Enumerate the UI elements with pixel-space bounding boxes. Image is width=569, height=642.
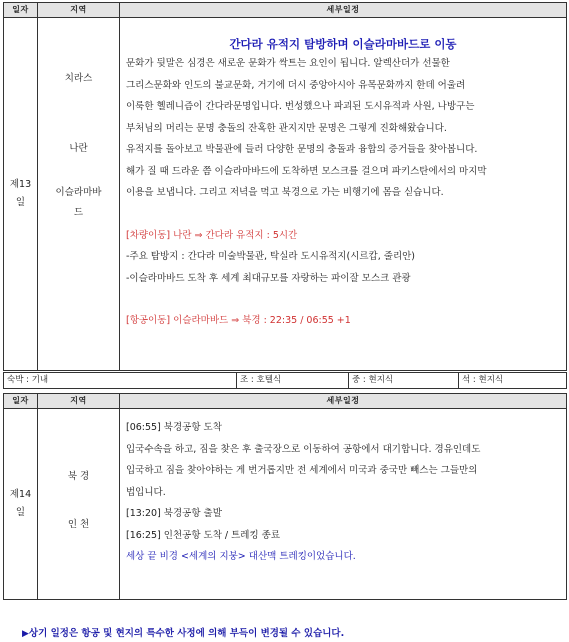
day13-suffix: 일 xyxy=(15,197,26,208)
para-line: 이용을 보냅니다. 그리고 저녁을 먹고 북경으로 가는 비행기에 몸을 싣습니다. xyxy=(126,187,444,198)
header-day: 일자 xyxy=(4,394,38,409)
para-line: 부처님의 머리는 문명 충돌의 잔혹한 관지지만 문명은 그렇게 진화해왔습니다. xyxy=(126,122,447,134)
day13-regions xyxy=(38,18,120,371)
meal-lunch: 중 : 현지식 xyxy=(349,373,459,389)
day14-regions xyxy=(38,409,120,600)
region-incheon: 인 천 xyxy=(67,519,90,530)
day13-table xyxy=(3,2,567,371)
transport-line: [차량이동] 나란 ⇒ 간다라 유적지 : 5시간 xyxy=(126,229,298,241)
schedule-line: 입국하고 짐을 찾아야하는 게 번거롭지만 전 세계에서 미국과 중국만 빼스는 그들만의 xyxy=(126,465,478,476)
region-beijing: 북 경 xyxy=(67,471,90,482)
itinerary-sheet xyxy=(3,2,566,600)
header-detail: 세부일정 xyxy=(120,3,567,18)
header-region: 지역 xyxy=(38,3,120,18)
region-islamabad: 이슬라마바 xyxy=(55,187,102,198)
day13-cell xyxy=(4,18,38,371)
schedule-line: [16:25] 인천공항 도착 / 트레킹 종료 xyxy=(126,529,281,541)
day13-number: 제13 xyxy=(9,179,32,190)
day14-cell xyxy=(4,409,38,600)
day13-title: 간다라 유적지 탐방하며 이슬라마바드로 이동 xyxy=(229,37,457,51)
region-naran: 나란 xyxy=(69,143,88,154)
closing-line: 세상 끝 비경 <세계의 지붕> 대산맥 트레킹이었습니다. xyxy=(126,551,356,562)
day14-detail xyxy=(120,409,567,600)
day14-table xyxy=(3,393,567,600)
para-line: 유적지를 돌아보고 박물관에 들러 다양한 문명의 충돌과 융합의 증거들을 찾아봅니다. xyxy=(126,144,478,155)
schedule-line: [13:20] 북경공항 출발 xyxy=(126,508,222,519)
region-islamabad-end: 드 xyxy=(73,207,84,218)
header-day: 일자 xyxy=(4,3,38,18)
day14-suffix: 일 xyxy=(15,507,26,518)
schedule-line: 법입니다. xyxy=(126,486,166,498)
schedule-line: 입국수속을 하고, 짐을 찾은 후 출국장으로 이동하여 공항에서 대기합니다. 경유인데도 xyxy=(126,443,481,455)
para-line: 해가 질 때 드라운 쯤 이슬라마바드에 도착하면 모스크를 걸으며 파키스탄에서의 마지막 xyxy=(126,165,487,177)
header-region: 지역 xyxy=(38,394,120,409)
para-line: 문화가 뒷말은 심경은 새로운 문화가 싹트는 요인이 됩니다. 알렉산더가 선물한 xyxy=(126,58,450,69)
meal-table xyxy=(3,372,567,389)
meal-dinner: 석 : 현지식 xyxy=(459,373,567,389)
meal-breakfast: 조 : 호텔식 xyxy=(237,373,349,389)
footer-text: 상기 일정은 항공 및 현지의 특수한 사정에 의해 부득이 변경될 수 있습니다. xyxy=(28,628,345,639)
footer-note xyxy=(22,625,344,639)
header-detail: 세부일정 xyxy=(120,394,567,409)
day14-number: 제14 xyxy=(9,489,32,500)
region-chitral: 치라스 xyxy=(64,73,93,84)
para-line: 그리스문화와 인도의 불교문화, 거기에 더시 중앙아시아 유목문화까지 한데 어울려 xyxy=(126,79,466,91)
arrow-icon: ▶ xyxy=(22,629,29,639)
flight-line: [항공이동] 이슬라마바드 ⇒ 북경 : 22:35 / 06:55 +1 xyxy=(126,315,351,326)
para-line: 이룩한 헬레니즘이 간다라문명입니다. 번성했으나 파괴된 도시유적과 사원, 나방구는 xyxy=(126,101,475,112)
meal-lodging: 숙박 : 기내 xyxy=(4,373,237,389)
day13-detail xyxy=(120,18,567,371)
schedule-line: [06:55] 북경공항 도착 xyxy=(126,422,222,433)
sight-line: -주요 탐방지 : 간다라 미술박물관, 탁실라 도시유적지(시르캅, 줄리안) xyxy=(126,251,415,262)
sight-line: -이슬라마바드 도착 후 세계 최대규모를 자랑하는 파이잘 모스크 관광 xyxy=(126,272,411,284)
